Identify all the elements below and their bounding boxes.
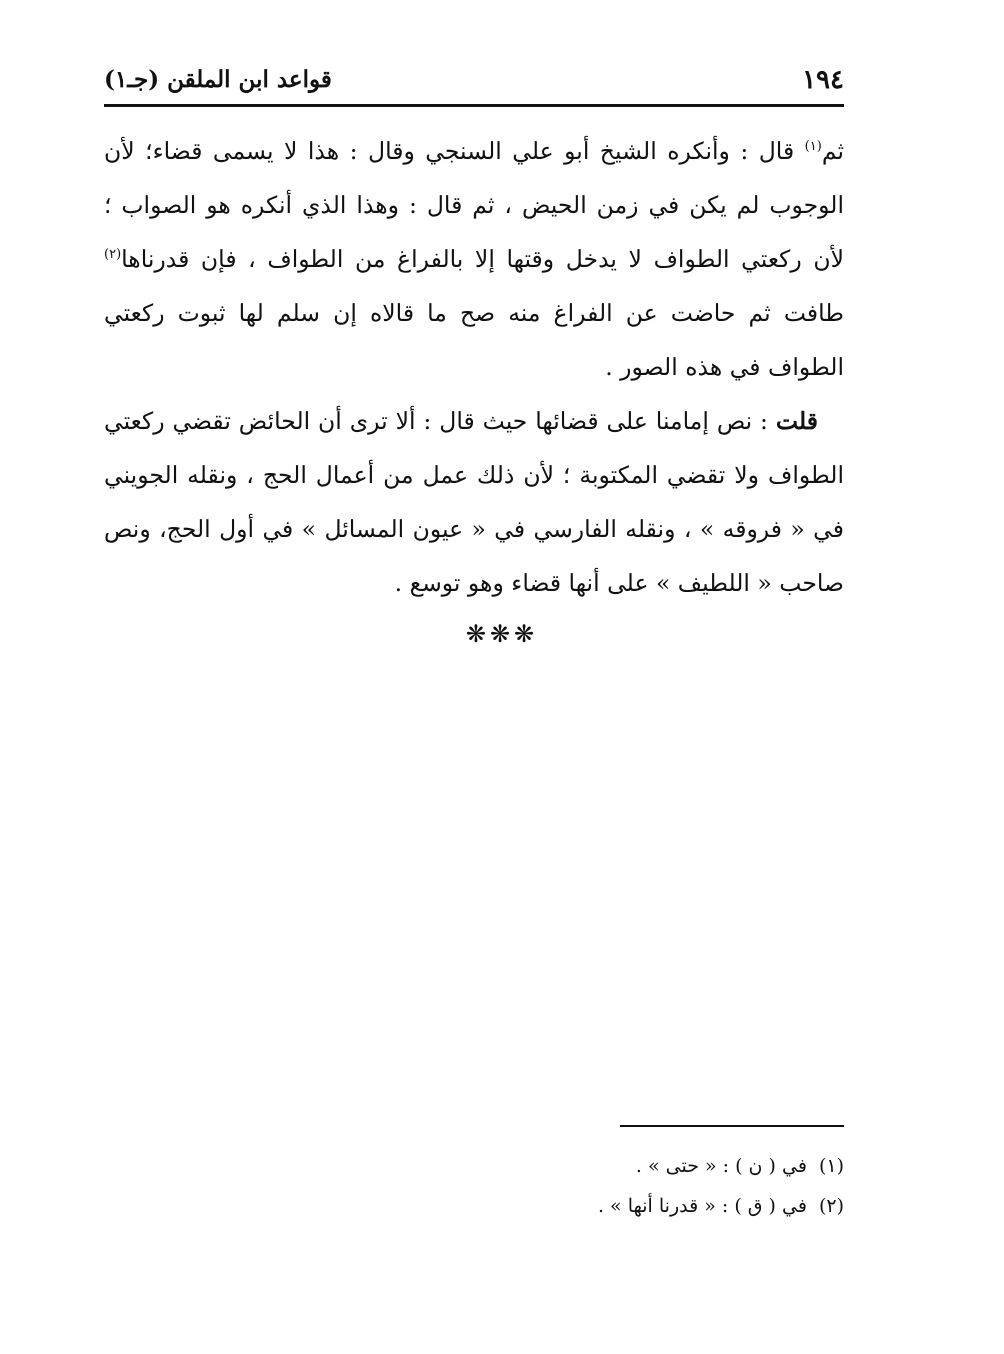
- paragraph-2: [104, 394, 844, 610]
- footnotes: [104, 1146, 844, 1226]
- footnote-ref-2: (٢): [104, 247, 122, 263]
- footnote-1-text: في ( ن ) : « حتى » .: [635, 1155, 807, 1177]
- paragraph-2-text: : نص إمامنا على قضائها حيث قال : ألا ترى أن الحائض تقضي ركعتي الطواف ولا تقضي المكتوبة ؛ لأن ذلك عمل من أعمال الحج ، ونقله الجويني في « فروقه » ، ونقله الفارسي في « عيون المسائل » في أول الحج، ونص صاحب « اللطيف » على أنها قضاء وهو توسع .: [104, 407, 844, 597]
- footnote-1-number: (١): [818, 1155, 844, 1177]
- footnote-2-number: (٢): [818, 1195, 844, 1217]
- footnote-2: [104, 1186, 844, 1226]
- footnote-ref-1: (١): [804, 139, 822, 155]
- paragraph-1-part-2: قال : وأنكره الشيخ أبو علي السنجي وقال : هذا لا يسمى قضاء؛ لأن الوجوب لم يكن في زمن الحيض ، ثم قال : وهذا الذي أنكره هو الصواب ؛ لأن ركعتي الطواف لا يدخل وقتها إلا بالفراغ من الطواف ، فإن قدرناها: [104, 137, 844, 273]
- section-separator: ❋❋❋: [465, 620, 539, 648]
- header-rule: [104, 104, 844, 107]
- paragraph-2-lead-word: قلت: [775, 407, 818, 435]
- running-title: قواعد ابن الملقن (جـ١): [104, 66, 332, 93]
- main-text: [104, 124, 844, 610]
- paragraph-1-part-3: طافت ثم حاضت عن الفراغ منه صح ما قالاه إن سلم لها ثبوت ركعتي الطواف في هذه الصور .: [104, 299, 844, 381]
- paragraph-1: [104, 124, 844, 394]
- footnote-rule: [620, 1125, 844, 1127]
- page-number: ١٩٤: [802, 65, 844, 95]
- footnote-2-text: في ( ق ) : « قدرنا أنها » .: [597, 1195, 807, 1217]
- page-header: [104, 60, 844, 100]
- paragraph-1-part-1: ثم: [821, 137, 844, 165]
- footnote-1: [104, 1146, 844, 1186]
